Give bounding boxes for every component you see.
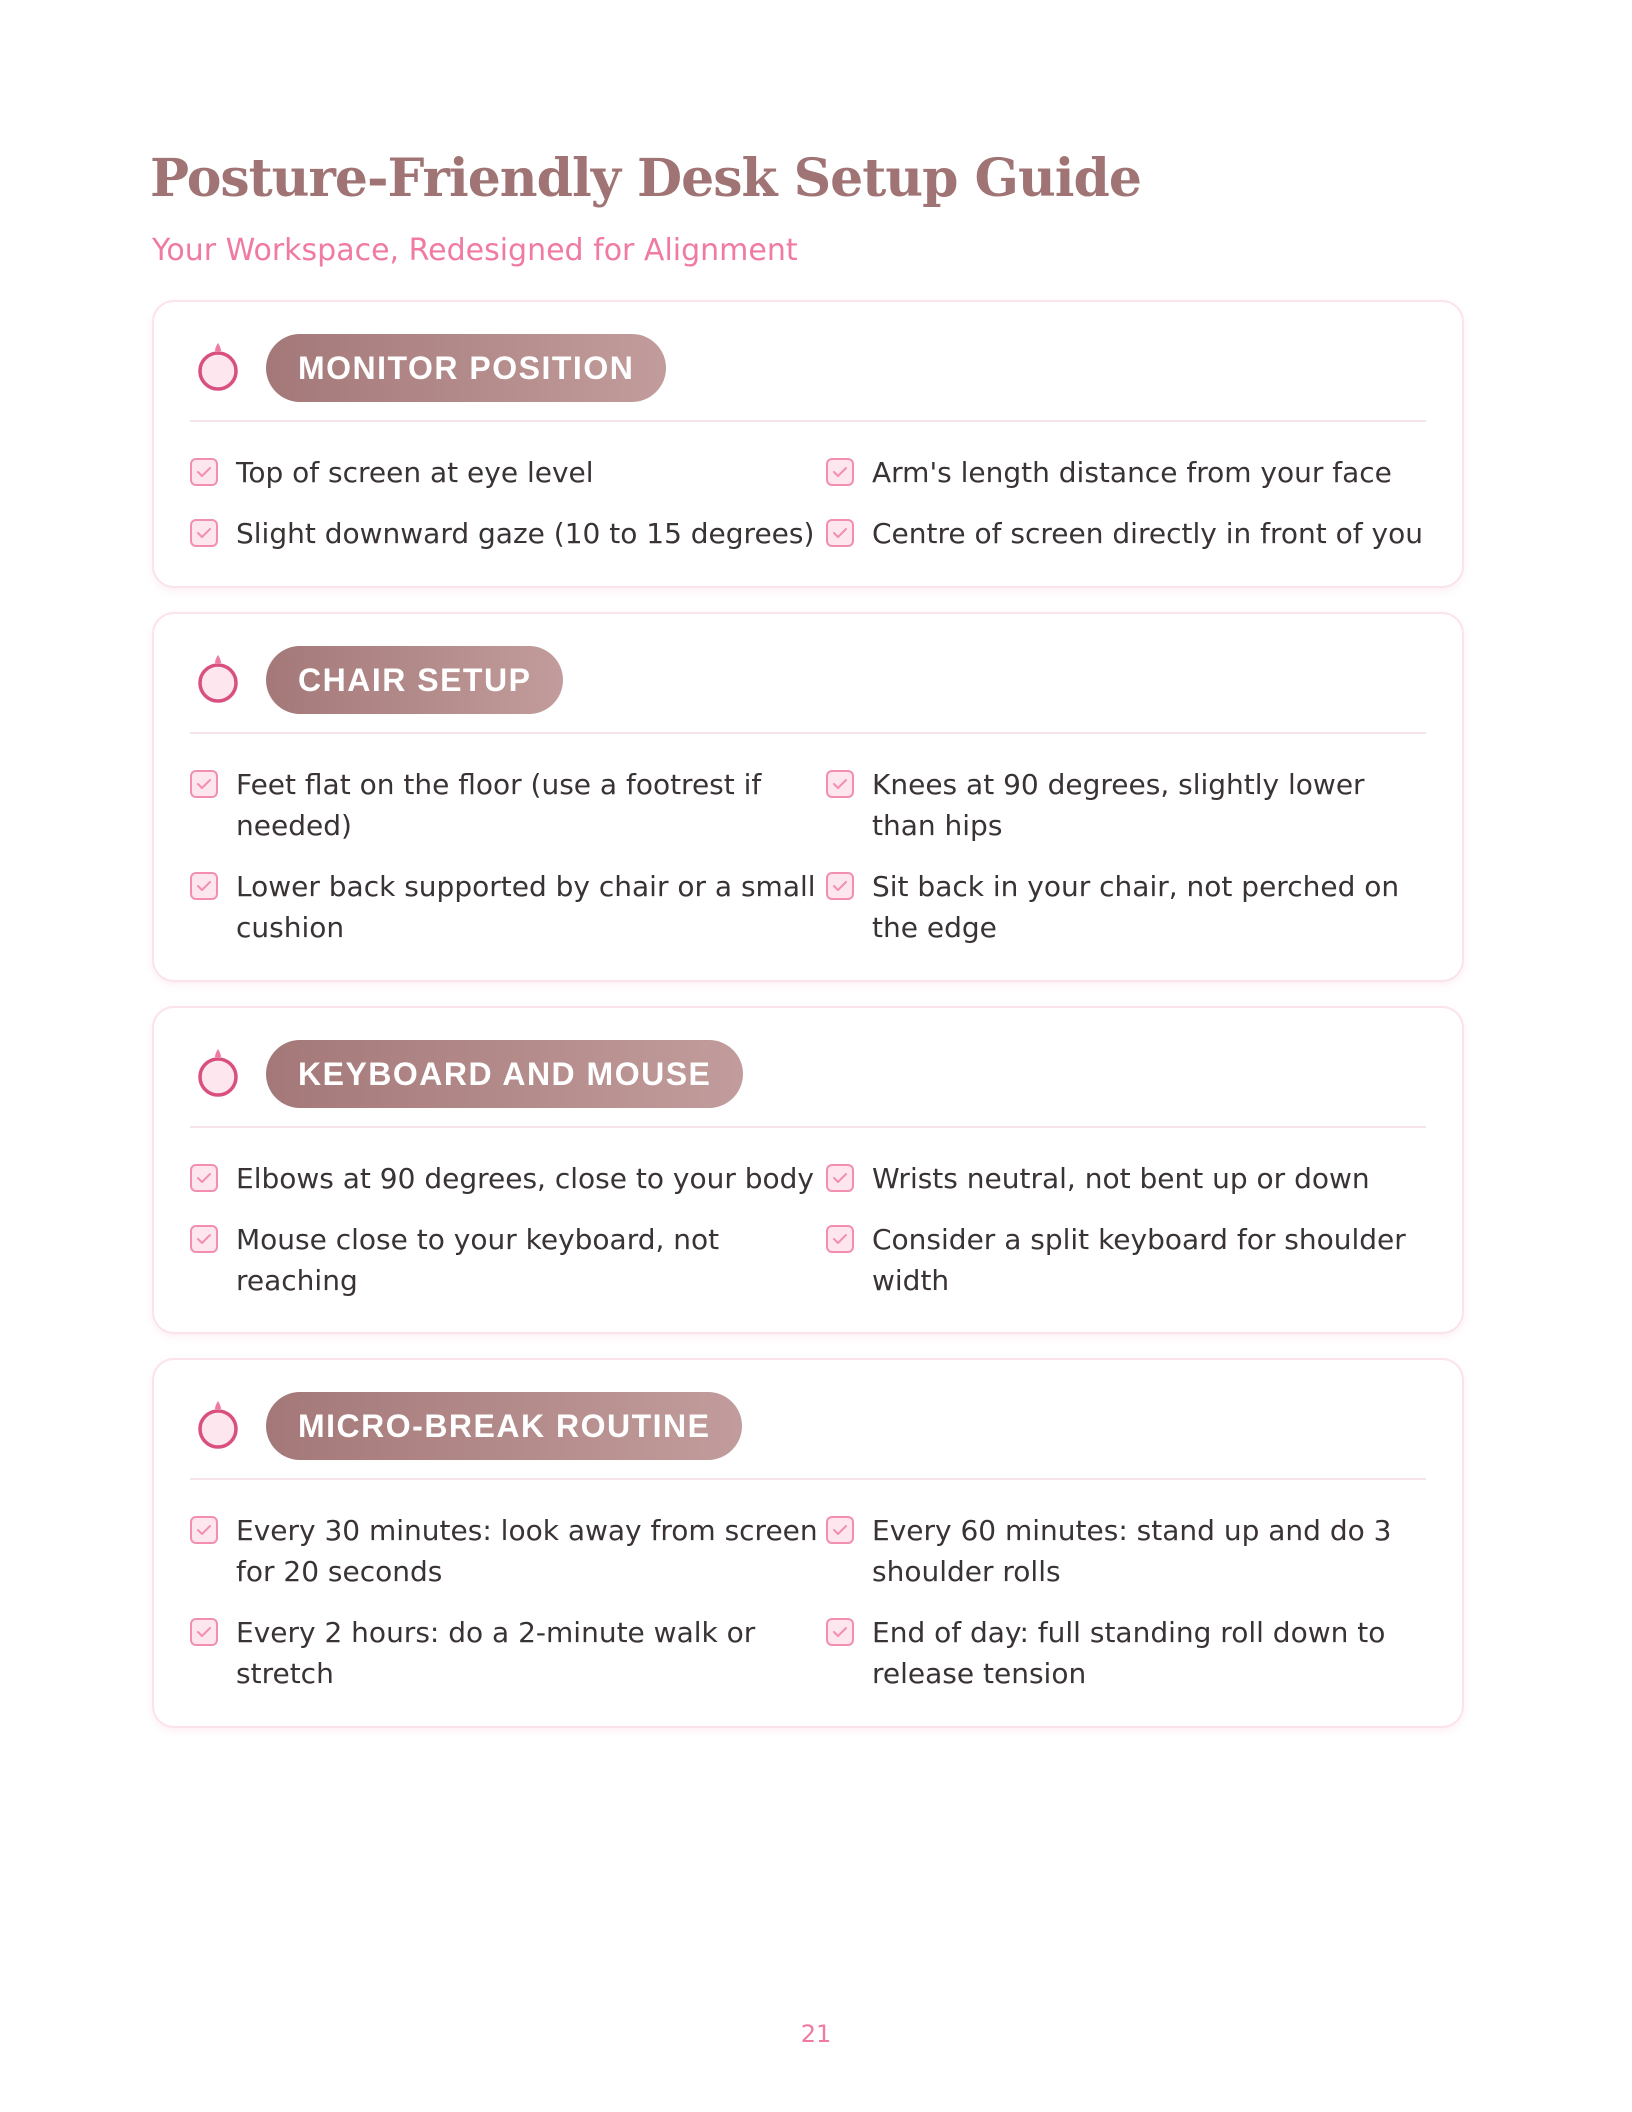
- divider: [190, 420, 1426, 422]
- section-heading: MICRO-BREAK ROUTINE: [266, 1392, 742, 1460]
- checklist-item-text: Mouse close to your keyboard, not reaching: [236, 1223, 720, 1297]
- checkbox-icon[interactable]: [190, 1164, 218, 1192]
- checklist-item-text: Top of screen at eye level: [236, 456, 594, 489]
- checklist-item-text: Every 2 hours: do a 2-minute walk or stretch: [236, 1616, 756, 1690]
- section-card-monitor-position: [152, 300, 1464, 588]
- section-card-keyboard-and-mouse: [152, 1006, 1464, 1334]
- section-heading: KEYBOARD AND MOUSE: [266, 1040, 743, 1108]
- checkbox-icon[interactable]: [190, 1225, 218, 1253]
- checklist-item-text: Knees at 90 degrees, slightly lower than hips: [872, 768, 1365, 842]
- checklist-item: [826, 866, 1426, 948]
- checklist-item: [190, 1510, 824, 1592]
- section-heading: MONITOR POSITION: [266, 334, 666, 402]
- checkbox-icon[interactable]: [826, 1225, 854, 1253]
- checklist-item: [190, 1612, 824, 1694]
- checkbox-icon[interactable]: [826, 458, 854, 486]
- checklist: [190, 1158, 1426, 1301]
- checklist-item: [190, 1158, 824, 1199]
- page-subtitle: Your Workspace, Redesigned for Alignment: [152, 233, 798, 268]
- checklist-item-text: End of day: full standing roll down to release tension: [872, 1616, 1386, 1690]
- checklist: [190, 764, 1426, 948]
- section-header: [154, 1008, 1462, 1128]
- checkbox-icon[interactable]: [826, 519, 854, 547]
- checklist-item: [826, 764, 1426, 846]
- timer-icon: [196, 1400, 240, 1450]
- checkbox-icon[interactable]: [190, 458, 218, 486]
- checklist-item-text: Every 60 minutes: stand up and do 3 shoulder rolls: [872, 1514, 1392, 1588]
- section-heading: CHAIR SETUP: [266, 646, 563, 714]
- checkbox-icon[interactable]: [190, 519, 218, 547]
- checklist-item-text: Centre of screen directly in front of you: [872, 517, 1423, 550]
- section-card-chair-setup: [152, 612, 1464, 982]
- timer-icon: [196, 654, 240, 704]
- checkbox-icon[interactable]: [826, 1164, 854, 1192]
- checklist-item: [190, 513, 824, 554]
- checkbox-icon[interactable]: [826, 872, 854, 900]
- divider: [190, 1478, 1426, 1480]
- checkbox-icon[interactable]: [826, 1618, 854, 1646]
- checklist-item-text: Elbows at 90 degrees, close to your body: [236, 1162, 814, 1195]
- section-header: [154, 614, 1462, 734]
- checklist-item: [826, 1612, 1426, 1694]
- checklist-item-text: Arm's length distance from your face: [872, 456, 1392, 489]
- checklist-item-text: Sit back in your chair, not perched on the edge: [872, 870, 1400, 944]
- section-header: [154, 302, 1462, 422]
- section-card-micro-break-routine: [152, 1358, 1464, 1728]
- checklist-item-text: Feet flat on the floor (use a footrest if needed): [236, 768, 762, 842]
- checkbox-icon[interactable]: [826, 770, 854, 798]
- checklist-item: [826, 452, 1426, 493]
- checklist: [190, 1510, 1426, 1694]
- checklist-item: [190, 866, 824, 948]
- timer-icon: [196, 1048, 240, 1098]
- checkbox-icon[interactable]: [190, 1618, 218, 1646]
- checklist-item: [826, 1158, 1426, 1199]
- checklist-item: [190, 452, 824, 493]
- timer-icon: [196, 342, 240, 392]
- checklist-item-text: Slight downward gaze (10 to 15 degrees): [236, 517, 815, 550]
- divider: [190, 732, 1426, 734]
- checkbox-icon[interactable]: [190, 1516, 218, 1544]
- checklist-item-text: Consider a split keyboard for shoulder width: [872, 1223, 1406, 1297]
- checkbox-icon[interactable]: [190, 770, 218, 798]
- checkbox-icon[interactable]: [826, 1516, 854, 1544]
- page-title: Posture-Friendly Desk Setup Guide: [150, 148, 1141, 209]
- checklist-item-text: Wrists neutral, not bent up or down: [872, 1162, 1370, 1195]
- section-header: [154, 1360, 1462, 1480]
- checklist-item: [826, 513, 1426, 554]
- checkbox-icon[interactable]: [190, 872, 218, 900]
- checklist-item-text: Every 30 minutes: look away from screen for 20 seconds: [236, 1514, 818, 1588]
- checklist-item: [826, 1219, 1426, 1301]
- page-number: 21: [800, 2020, 832, 2048]
- checklist-item: [190, 764, 824, 846]
- divider: [190, 1126, 1426, 1128]
- checklist: [190, 452, 1426, 554]
- checklist-item: [826, 1510, 1426, 1592]
- checklist-item-text: Lower back supported by chair or a small cushion: [236, 870, 816, 944]
- checklist-item: [190, 1219, 824, 1301]
